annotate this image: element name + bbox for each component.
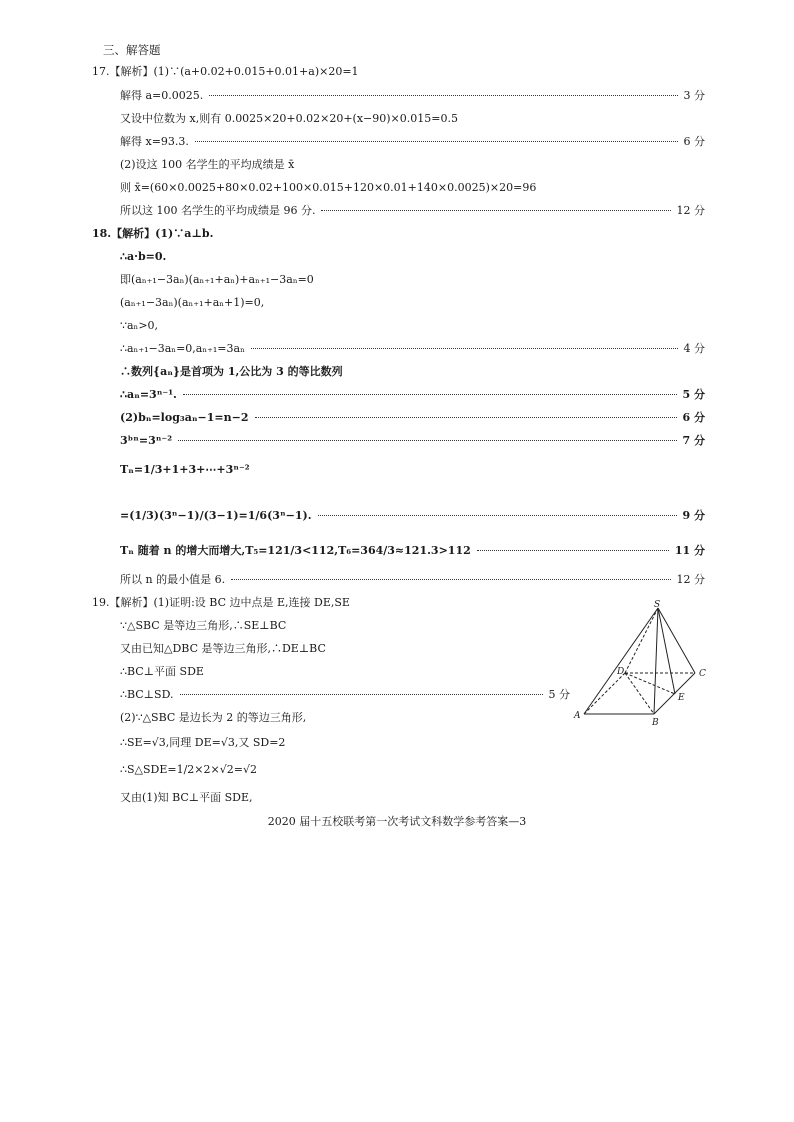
- p19-line-1: 19.【解析】(1)证明:设 BC 边中点是 E,连接 DE,SE: [92, 596, 350, 609]
- edge-se: [658, 608, 675, 694]
- p17-line-7: 所以这 100 名学生的平均成绩是 96 分. 12 分: [120, 204, 705, 217]
- leader-dots: [178, 440, 676, 441]
- p17-line-6: 则 x̄=(60×0.0025+80×0.02+100×0.015+120×0.01+140×0.0025)×20=96: [120, 181, 537, 194]
- p19-line-2: ∵△SBC 是等边三角形,∴SE⊥BC: [120, 619, 287, 632]
- leader-dots: [195, 141, 678, 142]
- leader-dots: [209, 95, 677, 96]
- p19-line-6: (2)∵△SBC 是边长为 2 的等边三角形,: [120, 711, 307, 724]
- p18-line-1: 18.【解析】(1)∵a⊥b.: [92, 227, 214, 240]
- label-e: E: [678, 693, 685, 703]
- p18-line-6: ∴aₙ₊₁−3aₙ=0,aₙ₊₁=3aₙ 4 分: [120, 342, 705, 355]
- p18-line-11: Tₙ=1/3+1+3+⋯+3ⁿ⁻²: [120, 463, 250, 476]
- p18-line-5: ∵aₙ>0,: [120, 319, 159, 332]
- section-title: 三、解答题: [103, 43, 161, 57]
- p18-line-7: ∴数列{aₙ}是首项为 1,公比为 3 的等比数列: [120, 365, 343, 378]
- p19-line-7: ∴SE=√3,同理 DE=√3,又 SD=2: [120, 736, 286, 749]
- p18-line-8: ∴aₙ=3ⁿ⁻¹. 5 分: [120, 388, 705, 401]
- p18-line-12: =(1/3)(3ⁿ−1)/(3−1)=1/6(3ⁿ−1). 9 分: [120, 509, 705, 522]
- p19-line-5: ∴BC⊥SD. 5 分: [120, 688, 570, 701]
- leader-dots: [231, 579, 670, 580]
- p18-line-10: 3ᵇⁿ=3ⁿ⁻² 7 分: [120, 434, 705, 447]
- label-a: A: [574, 711, 581, 721]
- p18-line-9: (2)bₙ=log₃aₙ−1=n−2 6 分: [120, 411, 705, 424]
- label-b: B: [652, 718, 659, 728]
- label-c: C: [699, 669, 706, 679]
- edge-sa: [584, 608, 658, 714]
- leader-dots: [318, 515, 677, 516]
- leader-dots: [251, 348, 678, 349]
- edge-sd: [625, 608, 658, 673]
- leader-dots: [183, 394, 677, 395]
- p19-line-3: 又由已知△DBC 是等边三角形,∴DE⊥BC: [120, 642, 326, 655]
- p18-line-2: ∴a·b=0.: [120, 250, 167, 263]
- p18-line-4: (aₙ₊₁−3aₙ)(aₙ₊₁+aₙ+1)=0,: [120, 296, 265, 309]
- edge-sc: [658, 608, 695, 673]
- p18-line-13: Tₙ 随着 n 的增大而增大,T₅=121/3<112,T₆=364/3≈121.3>112 11 分: [120, 544, 705, 557]
- pyramid-diagram: [570, 600, 720, 730]
- p17-line-4: 解得 x=93.3. 6 分: [120, 135, 705, 148]
- label-s: S: [654, 600, 661, 610]
- p19-line-9: 又由(1)知 BC⊥平面 SDE,: [120, 791, 253, 804]
- page-footer: 2020 届十五校联考第一次考试文科数学参考答案—3: [267, 815, 527, 828]
- p18-line-14: 所以 n 的最小值是 6. 12 分: [120, 573, 705, 586]
- leader-dots: [321, 210, 670, 211]
- leader-dots: [255, 417, 677, 418]
- leader-dots: [180, 694, 543, 695]
- p17-line-5: (2)设这 100 名学生的平均成绩是 x̄: [120, 158, 295, 171]
- p19-line-4: ∴BC⊥平面 SDE: [120, 665, 204, 678]
- edge-ad: [584, 673, 625, 714]
- edge-sb: [654, 608, 658, 714]
- p17-line-2: 解得 a=0.0025. 3 分: [120, 89, 705, 102]
- p17-line-3: 又设中位数为 x,则有 0.0025×20+0.02×20+(x−90)×0.015=0.5: [120, 112, 458, 125]
- p17-line-1: 17.【解析】(1)∵(a+0.02+0.015+0.01+a)×20=1: [92, 65, 359, 78]
- leader-dots: [477, 550, 669, 551]
- label-d: D: [617, 667, 625, 677]
- p19-line-8: ∴S△SDE=1/2×2×√2=√2: [120, 763, 257, 776]
- p18-line-3: 即(aₙ₊₁−3aₙ)(aₙ₊₁+aₙ)+aₙ₊₁−3aₙ=0: [120, 273, 314, 286]
